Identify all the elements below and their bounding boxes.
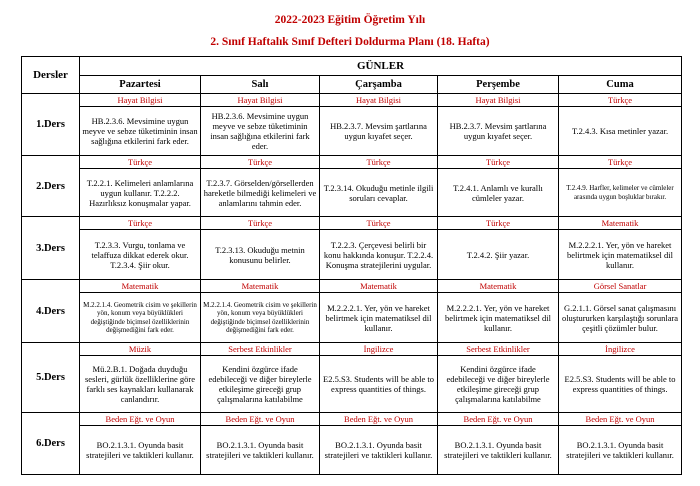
subject-label: Serbest Etkinlikler [201,343,319,356]
subject-label: Türkçe [201,156,319,169]
lesson-cell [559,413,682,475]
outcome-text: BO.2.1.3.1. Oyunda basit stratejileri ve taktikleri kullanır. [324,440,433,460]
lesson-label: 1.Ders [22,94,80,156]
lesson-cell [80,413,201,475]
lesson-label: 2.Ders [22,156,80,217]
subject-label: Türkçe [80,217,200,230]
lesson-cell [438,280,559,343]
outcome-text: E2.5.S3. Students will be able to express quantities of things. [564,374,676,394]
subject-label: İngilizce [559,343,681,356]
lesson-cell [320,156,438,217]
outcome-text: Kendini özgürce ifade edebileceği ve diğer bireylerle etkileşime gireceği grup çalışmalarına katılabilme [208,364,312,404]
subject-label: Serbest Etkinlikler [438,343,558,356]
outcome-text: T.2.4.2. Şiir yazar. [466,249,530,260]
day-header-carsamba: Çarşamba [320,76,438,94]
gunler-header: GÜNLER [80,57,682,76]
outcome-text: T.2.2.1. Kelimeleri anlamlarına uygun kullanır. T.2.2.2. Hazırlıksız konuşmalar yapar. [86,177,194,208]
subject-label: Türkçe [80,156,200,169]
subject-label: Beden Eğt. ve Oyun [438,413,558,426]
day-header-pazartesi: Pazartesi [80,76,201,94]
outcome-text: BO.2.1.3.1. Oyunda basit stratejileri ve taktikleri kullanır. [206,440,314,460]
subject-label: Matematik [201,280,319,293]
lesson-cell [80,156,201,217]
outcome-text: T.2.4.1. Anlamlı ve kurallı cümleler yazar. [453,182,543,203]
subject-label: Beden Eğt. ve Oyun [320,413,437,426]
dersler-header: Dersler [22,57,80,94]
subject-label: İngilizce [320,343,437,356]
outcome-text: T.2.4.9. Harfler, kelimeler ve cümleler arasında uygun boşluklar bırakır. [566,184,674,201]
outcome-text: BO.2.1.3.1. Oyunda basit stratejileri ve taktikleri kullanır. [86,440,194,460]
subject-label: Beden Eğt. ve Oyun [559,413,681,426]
outcome-text: M.2.2.2.1. Yer, yön ve hareket belirtmek için matematiksel dil kullanır. [567,239,673,270]
lesson-cell [320,343,438,413]
outcome-text: Kendini özgürce ifade edebileceği ve diğer bireylerle etkileşime gireceği grup çalışmalarına katılabilme [446,364,550,404]
lesson-label: 4.Ders [22,280,80,343]
day-header-cuma: Cuma [559,76,682,94]
lesson-cell [559,217,682,280]
lesson-cell [201,217,320,280]
lesson-cell [201,94,320,156]
lesson-label: 5.Ders [22,343,80,413]
outcome-text: M.2.2.2.1. Yer, yön ve hareket belirtmek için matematiksel dil kullanır. [325,302,432,333]
lesson-cell [80,280,201,343]
lesson-cell [320,280,438,343]
lesson-row [22,343,682,413]
lesson-cell [438,156,559,217]
outcome-text: BO.2.1.3.1. Oyunda basit stratejileri ve taktikleri kullanır. [444,440,552,460]
lesson-label: 3.Ders [22,217,80,280]
lesson-row [22,413,682,475]
subject-label: Matematik [80,280,200,293]
lesson-cell [559,156,682,217]
outcome-text: T.2.2.3. Çerçevesi belirli bir konu hakkında konuşur. T.2.2.4. Konuşma stratejilerini uygular. [323,239,434,270]
outcome-text: HB.2.3.7. Mevsim şartlarına uygun kıyafet seçer. [330,121,427,141]
subject-label: Matematik [438,280,558,293]
subject-label: Beden Eğt. ve Oyun [201,413,319,426]
lesson-cell [320,217,438,280]
outcome-text: HB.2.3.6. Mevsimine uygun meyve ve sebze tüketiminin insan sağlığına etkilerini fark eder. [82,116,198,146]
subject-label: Türkçe [320,156,437,169]
subject-label: Müzik [80,343,200,356]
lesson-cell [438,343,559,413]
outcome-text: M.2.2.1.4. Geometrik cisim ve şekillerin yön, konum veya büyüklükleri değiştiğinde biçimsel özelliklerinin değişmediğini fark eder. [203,300,317,334]
outcome-text: T.2.3.7. Görselden/görsellerden hareketle bilmediği kelimeleri ve anlamlarını tahmin eder. [203,177,317,208]
subject-label: Görsel Sanatlar [559,280,681,293]
subject-label: Hayat Bilgisi [80,94,200,107]
lesson-cell [320,94,438,156]
lesson-cell [80,343,201,413]
lesson-cell [438,94,559,156]
lesson-cell [438,413,559,475]
lesson-cell [559,280,682,343]
outcome-text: HB.2.3.7. Mevsim şartlarına uygun kıyafet seçer. [449,121,547,141]
lesson-cell [201,343,320,413]
subject-label: Türkçe [559,94,681,107]
outcome-text: E2.5.S3. Students will be able to express quantities of things. [323,374,434,394]
lesson-row [22,217,682,280]
lesson-cell [559,343,682,413]
subject-label: Hayat Bilgisi [320,94,437,107]
outcome-text: M.2.2.2.1. Yer, yön ve hareket belirtmek için matematiksel dil kullanır. [445,302,551,333]
lesson-row [22,156,682,217]
outcome-text: T.2.3.13. Okuduğu metnin konusunu belirler. [215,244,305,265]
document-subtitle: 2. Sınıf Haftalık Sınıf Defteri Doldurma Planı (18. Hafta) [210,36,490,48]
subject-label: Hayat Bilgisi [201,94,319,107]
subject-label: Beden Eğt. ve Oyun [80,413,200,426]
subject-label: Matematik [320,280,437,293]
lesson-cell [201,413,320,475]
outcome-text: Mü.2.B.1. Doğada duyduğu sesleri, gürlük özelliklerine göre farklı ses kaynakları kullanarak canlandırır. [85,364,195,404]
outcome-text: BO.2.1.3.1. Oyunda basit stratejileri ve taktikleri kullanır. [566,440,674,460]
subject-label: Türkçe [438,217,558,230]
subject-label: Matematik [559,217,681,230]
outcome-text: HB.2.3.6. Mevsimine uygun meyve ve sebze tüketiminin insan sağlığına etkilerini fark eder. [210,111,310,151]
subject-label: Türkçe [559,156,681,169]
lesson-row [22,94,682,156]
outcome-text: T.2.3.3. Vurgu, tonlama ve telaffuza dikkat ederek okur. T.2.3.4. Şiir okur. [91,239,189,270]
subject-label: Türkçe [438,156,558,169]
lesson-cell [559,94,682,156]
document-title: 2022-2023 Eğitim Öğretim Yılı [274,14,426,26]
subject-label: Türkçe [320,217,437,230]
lesson-cell [201,156,320,217]
outcome-text: G.2.1.1. Görsel sanat çalışmasını oluştururken karşılaştığı sorunlara çeşitli çözümler bulur. [561,302,679,333]
outcome-text: M.2.2.1.4. Geometrik cisim ve şekillerin yön, konum veya büyüklükleri değiştiğinde biçimsel özelliklerinin değişmediğini fark eder. [83,300,197,334]
day-header-persembe: Perşembe [438,76,559,94]
lesson-cell [80,94,201,156]
day-header-sali: Salı [201,76,320,94]
lesson-label: 6.Ders [22,413,80,475]
outcome-text: T.2.3.14. Okuduğu metinle ilgili soruları cevaplar. [323,182,434,203]
weekly-plan-table [21,56,682,475]
lesson-cell [438,217,559,280]
lesson-cell [80,217,201,280]
lesson-cell [320,413,438,475]
outcome-text: T.2.4.3. Kısa metinler yazar. [571,126,669,136]
lesson-row [22,280,682,343]
subject-label: Hayat Bilgisi [438,94,558,107]
lesson-cell [201,280,320,343]
subject-label: Türkçe [201,217,319,230]
